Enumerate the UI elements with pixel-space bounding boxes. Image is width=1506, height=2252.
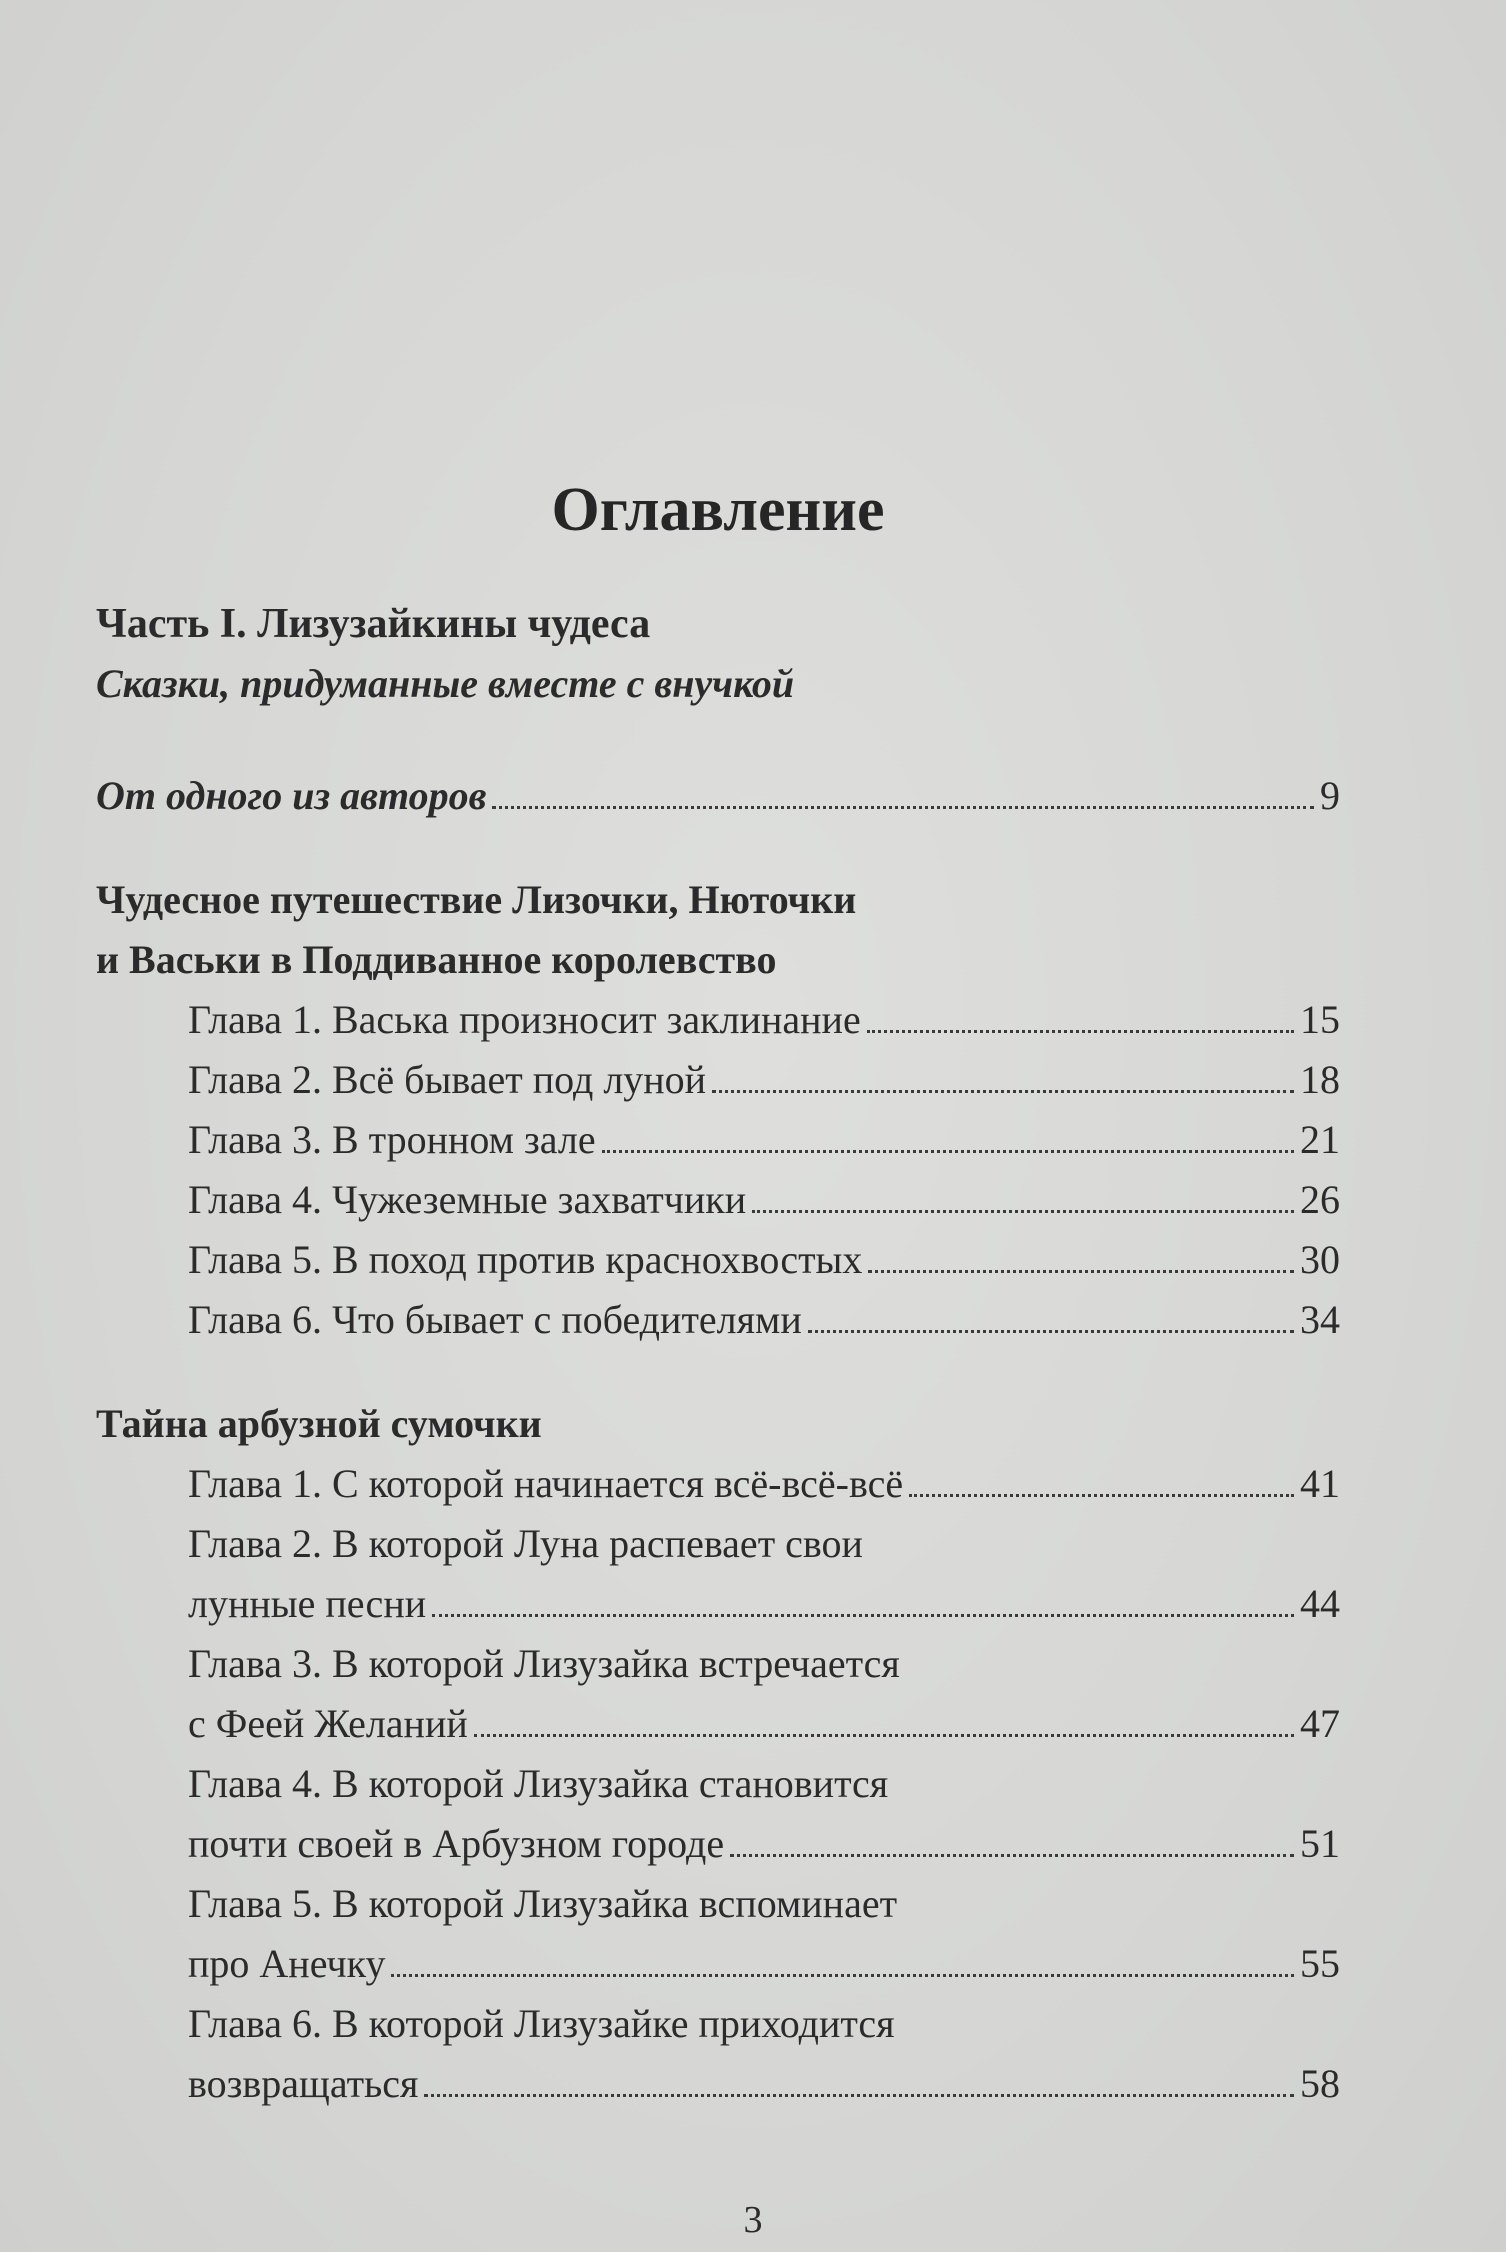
entry-title-continued: почти своей в Арбузном городе [188, 1821, 725, 1866]
toc-entry [96, 1050, 1340, 1110]
entry-page-number: 15 [1300, 997, 1340, 1042]
entry-title-continued: с Феей Желаний [188, 1701, 468, 1746]
entry-title: Глава 1. Васька произносит заклинание [188, 997, 861, 1042]
entry-page-number: 41 [1300, 1461, 1340, 1506]
entry-title-continued: про Анечку [188, 1941, 386, 1986]
entry-line [96, 766, 1340, 826]
dot-leader [391, 1973, 1294, 1977]
entry-line [188, 1290, 1340, 1350]
entry-line [188, 1170, 1340, 1230]
dot-leader [909, 1493, 1294, 1497]
entry-title: Глава 3. В которой Лизузайка встречается [188, 1641, 900, 1686]
entry-line [188, 990, 1340, 1050]
toc-entry [96, 1754, 1340, 1874]
entry-line [188, 1230, 1340, 1290]
toc-entry [96, 1634, 1340, 1754]
toc-entry [96, 990, 1340, 1050]
entry-line [188, 1050, 1340, 1110]
entry-title: Глава 3. В тронном зале [188, 1117, 596, 1162]
dot-leader [808, 1329, 1294, 1333]
toc-title: Оглавление [551, 476, 885, 544]
entry-line [188, 1814, 1340, 1874]
section-heading-line: Чудесное путешествие Лизочки, Нюточки [96, 877, 857, 922]
entry-title: Глава 4. В которой Лизузайка становится [188, 1761, 889, 1806]
entry-title: Глава 5. В поход против краснохвостых [188, 1237, 863, 1282]
entry-page-number: 47 [1300, 1701, 1340, 1746]
spacer [96, 826, 1340, 870]
section-heading-line: Тайна арбузной сумочки [96, 1401, 542, 1446]
section-heading [96, 1394, 1340, 1454]
spacer [96, 714, 1340, 766]
toc-entry-intro [96, 766, 1340, 826]
section-heading-line: и Васьки в Поддиванное королевство [96, 937, 777, 982]
entry-title: Глава 2. Всё бывает под луной [188, 1057, 707, 1102]
part-title: Часть I. Лизузайкины чудеса [96, 601, 651, 647]
entry-title: От одного из авторов [96, 773, 487, 818]
entry-page-number: 18 [1300, 1057, 1340, 1102]
entry-line [188, 1694, 1340, 1754]
entry-line [188, 1454, 1340, 1514]
dot-leader [432, 1613, 1294, 1617]
entry-title: Глава 4. Чужеземные захватчики [188, 1177, 747, 1222]
entry-line [188, 2054, 1340, 2114]
entry-line [188, 1574, 1340, 1634]
entry-page-number: 55 [1300, 1941, 1340, 1986]
entry-page-number: 58 [1300, 2061, 1340, 2106]
dot-leader [424, 2093, 1294, 2097]
dot-leader [867, 1029, 1294, 1033]
entry-page-number: 44 [1300, 1581, 1340, 1626]
entry-page-number: 26 [1300, 1177, 1340, 1222]
entry-title: Глава 5. В которой Лизузайка вспоминает [188, 1881, 898, 1926]
entry-line [188, 1934, 1340, 1994]
toc-entry [96, 1994, 1340, 2114]
toc-entry [96, 1170, 1340, 1230]
dot-leader [752, 1209, 1294, 1213]
dot-leader [492, 805, 1314, 809]
entry-title: Глава 1. С которой начинается всё-всё-всё [188, 1461, 904, 1506]
dot-leader [474, 1733, 1294, 1737]
entry-line [188, 1110, 1340, 1170]
entry-title: Глава 2. В которой Луна распевает свои [188, 1521, 863, 1566]
toc-entry [96, 1290, 1340, 1350]
entry-page-number: 21 [1300, 1117, 1340, 1162]
entry-title: Глава 6. Что бывает с победителями [188, 1297, 802, 1342]
toc-entry [96, 1514, 1340, 1634]
dot-leader [730, 1853, 1294, 1857]
toc-entry [96, 1230, 1340, 1290]
entry-page-number: 34 [1300, 1297, 1340, 1342]
spacer [96, 1350, 1340, 1394]
entry-page-number: 51 [1300, 1821, 1340, 1866]
entry-page-number: 9 [1320, 773, 1340, 818]
entry-title-continued: лунные песни [188, 1581, 427, 1626]
table-of-contents [96, 470, 1340, 2114]
toc-entry [96, 1454, 1340, 1514]
entry-title: Глава 6. В которой Лизузайке приходится [188, 2001, 895, 2046]
toc-entry [96, 1874, 1340, 1994]
entry-title-continued: возвращаться [188, 2061, 419, 2106]
section-heading [96, 870, 1340, 990]
dot-leader [712, 1089, 1294, 1093]
page-number: 3 [743, 2199, 763, 2241]
toc-entry [96, 1110, 1340, 1170]
dot-leader [602, 1149, 1294, 1153]
part-subtitle: Сказки, придуманные вместе с внучкой [96, 661, 795, 706]
entry-page-number: 30 [1300, 1237, 1340, 1282]
dot-leader [868, 1269, 1294, 1273]
